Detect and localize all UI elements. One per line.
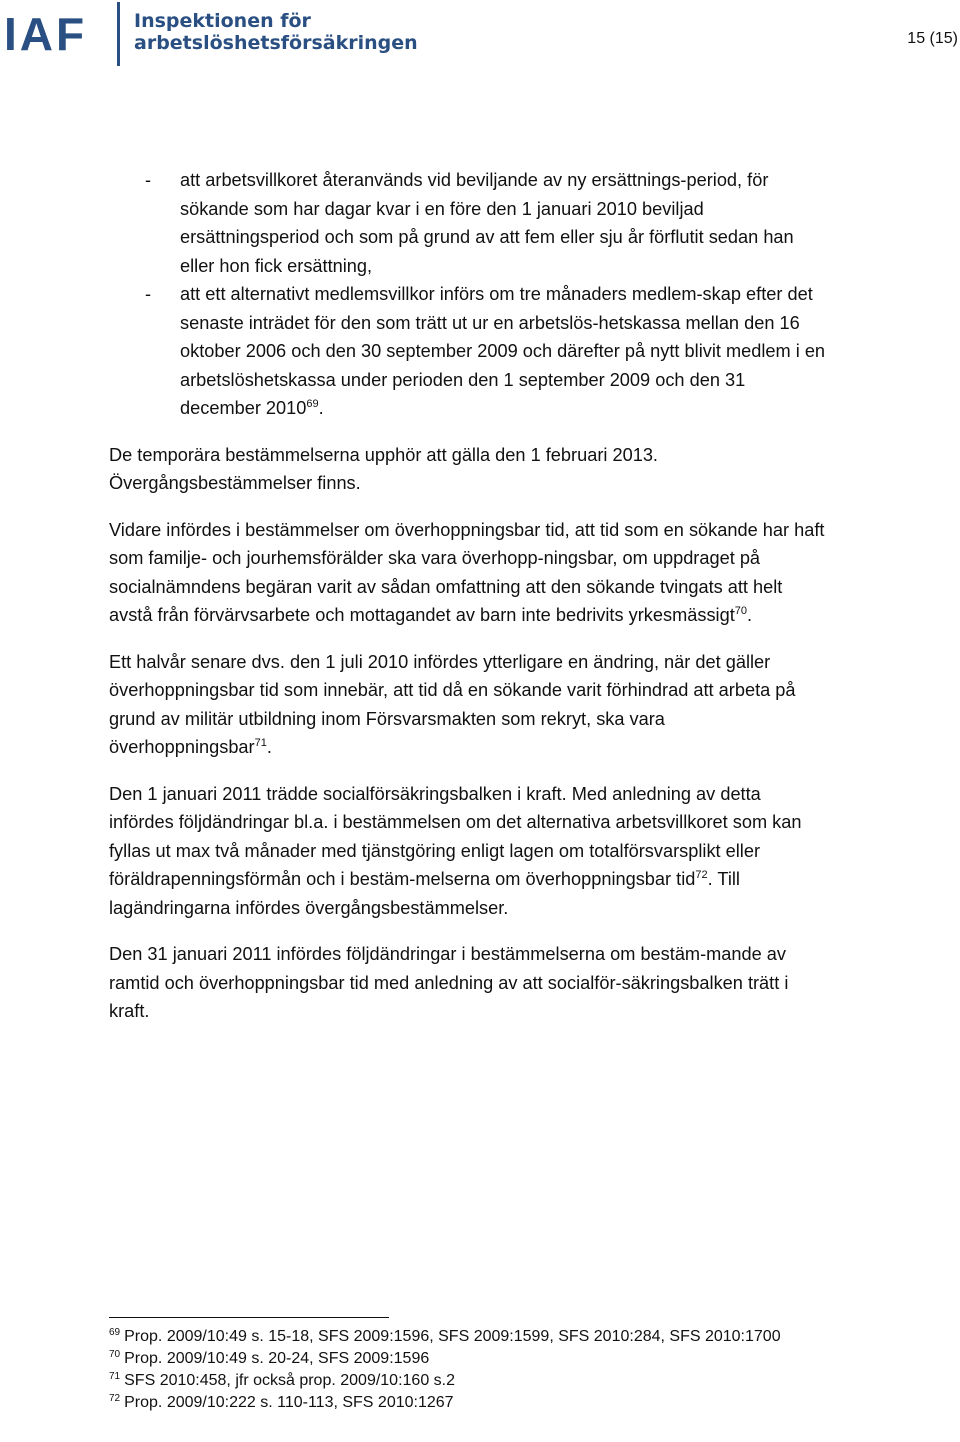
paragraph-text-tail: . Till lagändringarna infördes övergångsbestämmelser. xyxy=(109,869,740,918)
footnote-divider xyxy=(109,1317,389,1318)
document-body xyxy=(109,166,829,1026)
bullet-item xyxy=(109,166,829,280)
footnote xyxy=(109,1326,829,1348)
footnote-text: Prop. 2009/10:49 s. 20-24, SFS 2009:1596 xyxy=(124,1350,430,1367)
footnote xyxy=(109,1370,829,1392)
footnote-number: 69 xyxy=(109,1326,121,1338)
paragraph-text: Den 31 januari 2011 infördes följdändringar i bestämmelserna om bestäm-mande av ramtid och överhoppningsbar tid med anledning av att socialför-säkringsbalken trätt i kraft. xyxy=(109,944,789,1021)
footnotes xyxy=(109,1326,829,1414)
logo-divider xyxy=(117,2,120,66)
paragraph xyxy=(109,441,829,498)
paragraph-text: De temporära bestämmelserna upphör att gälla den 1 februari 2013. Övergångsbestämmelser finns. xyxy=(109,444,658,493)
bullet-list xyxy=(109,166,829,423)
page-header xyxy=(0,0,960,72)
page-number: 15 (15) xyxy=(907,30,958,47)
organization-name xyxy=(134,10,418,54)
paragraph-text: Den 1 januari 2011 trädde socialförsäkringsbalken i kraft. Med anledning av detta infördes följdändringar bl.a. i bestämmelsen om det alternativa arbetsvillkoret som kan fyllas ut max två månader med tjänstgöring enligt lagen om totalförsvarsplikt eller föräldrapenningsförmån och i bestäm-melserna om överhoppningsbar tid xyxy=(109,783,802,889)
paragraph xyxy=(109,516,829,630)
paragraph xyxy=(109,648,829,762)
paragraph-text: Vidare infördes i bestämmelser om överhoppningsbar tid, att tid som en sökande har haft som familje- och jourhemsförälder ska vara överhopp-ningsbar, om uppdraget på socialnämndens begäran varit av sådan omfattning att den sökande tvingats att helt avstå från förvärvsarbete och mottagandet av barn inte bedrivits yrkesmässigt xyxy=(109,519,825,625)
bullet-text-tail: . xyxy=(318,398,324,418)
bullet-dash: - xyxy=(145,284,152,304)
paragraph xyxy=(109,940,829,1026)
footnote-number: 70 xyxy=(109,1348,121,1360)
footnote xyxy=(109,1348,829,1370)
footnote-number: 71 xyxy=(109,1370,121,1382)
footnote-reference: 70 xyxy=(734,604,747,617)
iaf-logo: IAF xyxy=(4,8,88,60)
bullet-dash: - xyxy=(145,170,152,190)
paragraph xyxy=(109,780,829,923)
bullet-item xyxy=(109,280,829,423)
organization-name-line2: arbetslöshetsförsäkringen xyxy=(134,32,418,54)
bullet-text: att arbetsvillkoret återanvänds vid beviljande av ny ersättnings-period, för sökande som har dagar kvar i en före den 1 januari 2010 beviljad ersättningsperiod och som på grund av att fem eller sju år förflutit sedan han eller hon fick ersättning, xyxy=(180,170,794,276)
bullet-text: att ett alternativt medlemsvillkor införs om tre månaders medlem-skap efter det senaste inträdet för den som trätt ut ur en arbetslös-hetskassa mellan den 16 oktober 2006 och den 30 september 2009 och därefter på nytt blivit medlem i en arbetslöshetskassa under perioden den 1 september 2009 och den 31 december 2010 xyxy=(180,284,826,418)
footnote xyxy=(109,1392,829,1414)
footnote-reference: 72 xyxy=(695,868,708,881)
footnote-text: Prop. 2009/10:222 s. 110-113, SFS 2010:1267 xyxy=(124,1394,454,1411)
footnote-text: SFS 2010:458, jfr också prop. 2009/10:160 s.2 xyxy=(124,1372,456,1389)
paragraph-text: Ett halvår senare dvs. den 1 juli 2010 infördes ytterligare en ändring, när det gäller överhoppningsbar tid som innebär, att tid då en sökande varit förhindrad att arbeta på grund av militär utbildning inom Försvarsmakten som rekryt, ska vara överhoppningsbar xyxy=(109,651,796,757)
footnote-reference: 69 xyxy=(306,397,319,410)
organization-name-line1: Inspektionen för xyxy=(134,10,311,32)
paragraph-text-tail: . xyxy=(266,737,272,757)
footnote-number: 72 xyxy=(109,1392,121,1404)
footnote-text: Prop. 2009/10:49 s. 15-18, SFS 2009:1596, SFS 2009:1599, SFS 2010:284, SFS 2010:1700 xyxy=(124,1328,781,1345)
paragraph-text-tail: . xyxy=(747,605,753,625)
footnote-reference: 71 xyxy=(254,736,267,749)
